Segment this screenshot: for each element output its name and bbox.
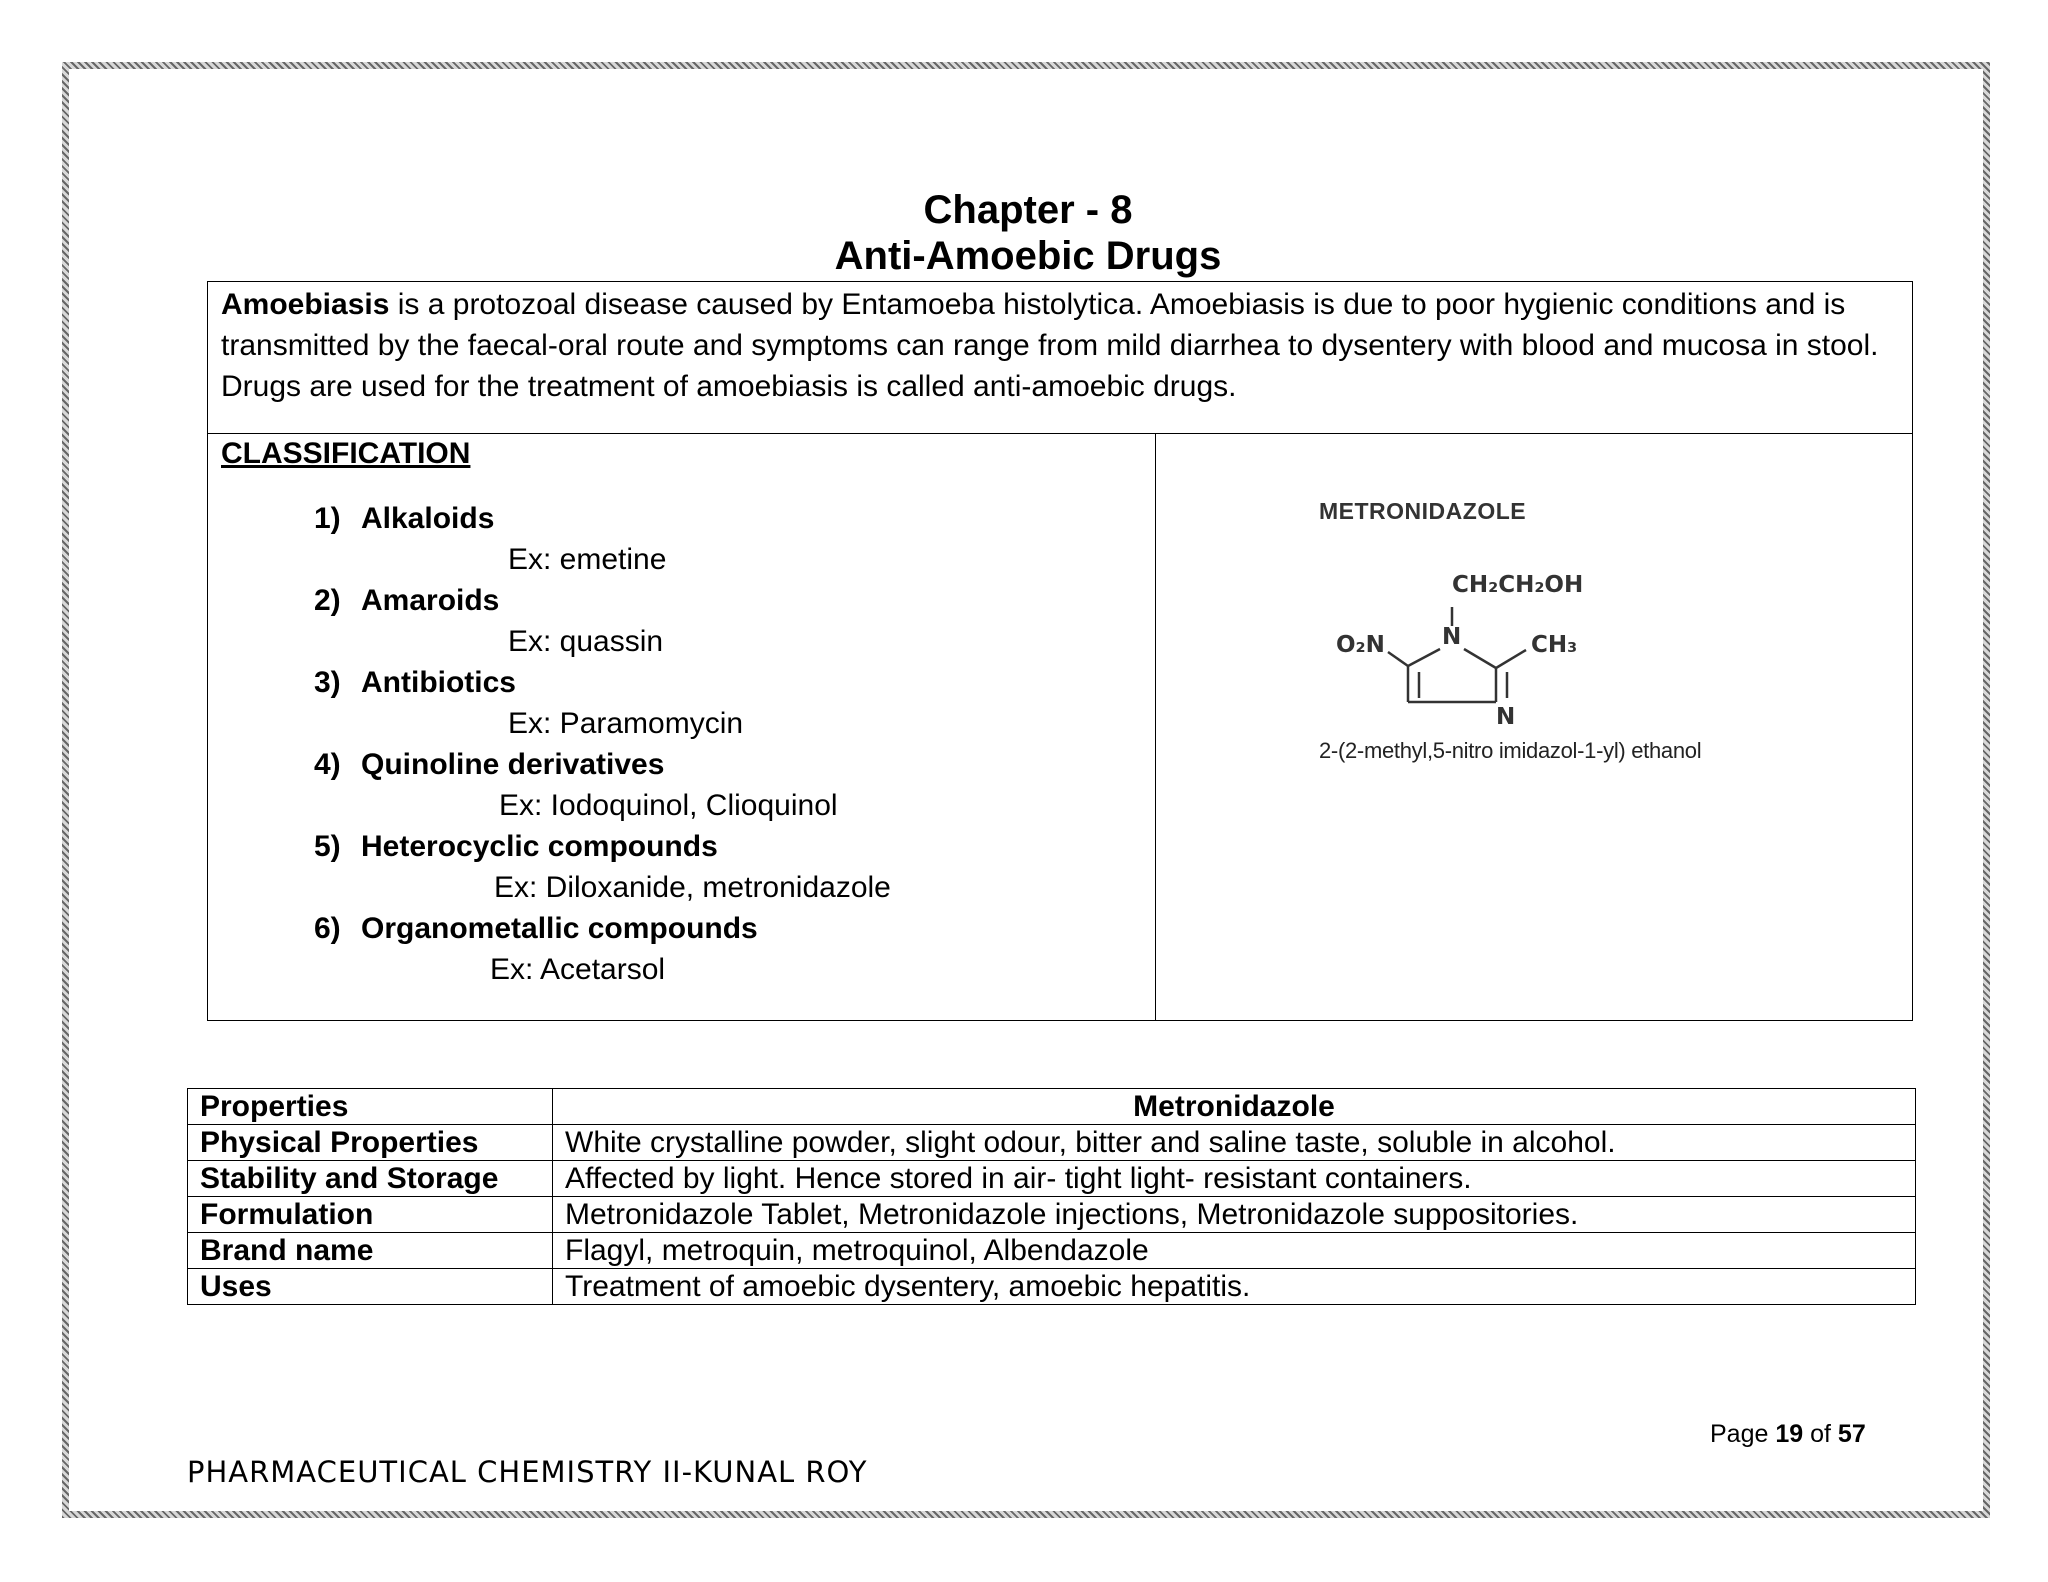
row-value: Flagyl, metroquin, metroquinol, Albendazole [553,1233,1916,1269]
classification-heading: CLASSIFICATION [221,437,471,470]
item-name: Antibiotics [361,666,516,699]
row-label: Stability and Storage [188,1161,553,1197]
item-name: Amaroids [361,584,500,617]
table-row [188,1197,1916,1233]
item-example: Ex: Iodoquinol, Clioquinol [499,789,838,822]
iupac-name: 2-(2-methyl,5-nitro imidazol-1-yl) ethanol [1319,738,1702,763]
ring-n3-label: N [1496,704,1516,724]
structure-section [1156,434,1912,1020]
classification-item [314,909,758,949]
intro-term: Amoebiasis [221,288,390,321]
page-prefix: Page [1710,1420,1769,1448]
classification-section [208,434,1156,1020]
item-name: Organometallic compounds [361,912,758,945]
metronidazole-structure [1316,564,1676,724]
table-row [188,1233,1916,1269]
row-label: Uses [188,1269,553,1305]
footer-text: PHARMACEUTICAL CHEMISTRY II-KUNAL ROY [187,1455,868,1489]
row-label: Physical Properties [188,1125,553,1161]
item-name: Alkaloids [361,502,495,535]
side-chain-label: CH₂CH₂OH [1452,572,1584,598]
row-label: Formulation [188,1197,553,1233]
row-value: Affected by light. Hence stored in air- tight light- resistant containers. [553,1161,1916,1197]
row-value: Treatment of amoebic dysentery, amoebic hepatitis. [553,1269,1916,1305]
page-of: of [1810,1420,1831,1448]
item-number: 5) [314,830,341,863]
intro-paragraph [208,282,1912,434]
methyl-label: CH₃ [1531,632,1578,658]
header-properties: Properties [188,1089,553,1125]
page-current: 19 [1775,1420,1804,1448]
classification-item [314,581,499,621]
item-number: 4) [314,748,341,781]
item-number: 6) [314,912,341,945]
structure-title: METRONIDAZOLE [1319,498,1527,524]
header-metronidazole: Metronidazole [553,1089,1916,1125]
item-name: Heterocyclic compounds [361,830,718,863]
item-number: 3) [314,666,341,699]
item-example: Ex: Diloxanide, metronidazole [494,871,891,904]
nitro-label: O₂N [1336,632,1385,658]
intro-text: is a protozoal disease caused by Entamoeba histolytica. Amoebiasis is due to poor hygienic conditions and is transmitted by the faecal-oral route and symptoms can range from mild diarrhea to dysentery with blood and mucosa in stool. Drugs are used for the treatment of amoebiasis is called anti-amoebic drugs. [221,288,1879,403]
item-number: 2) [314,584,341,617]
row-label: Brand name [188,1233,553,1269]
classification-item [314,663,516,703]
item-example: Ex: emetine [508,543,667,576]
item-example: Ex: Acetarsol [490,953,666,986]
item-number: 1) [314,502,341,535]
ring-n1-label: N [1442,624,1462,650]
classification-item [314,745,664,785]
item-example: Ex: quassin [508,625,664,658]
classification-item [314,499,494,539]
table-row [188,1161,1916,1197]
row-value: White crystalline powder, slight odour, bitter and saline taste, soluble in alcohol. [553,1125,1916,1161]
classification-item [314,827,718,867]
item-name: Quinoline derivatives [361,748,665,781]
table-row [188,1269,1916,1305]
page-number [1710,1420,1866,1449]
item-example: Ex: Paramomycin [508,707,744,740]
content-box [207,281,1913,1021]
table-row [188,1125,1916,1161]
properties-table [187,1088,1916,1305]
page-total: 57 [1837,1420,1866,1448]
row-value: Metronidazole Tablet, Metronidazole injections, Metronidazole suppositories. [553,1197,1916,1233]
chapter-number: Chapter - 8 [923,188,1133,232]
table-header-row [188,1089,1916,1125]
chapter-title: Anti-Amoebic Drugs [834,234,1222,278]
